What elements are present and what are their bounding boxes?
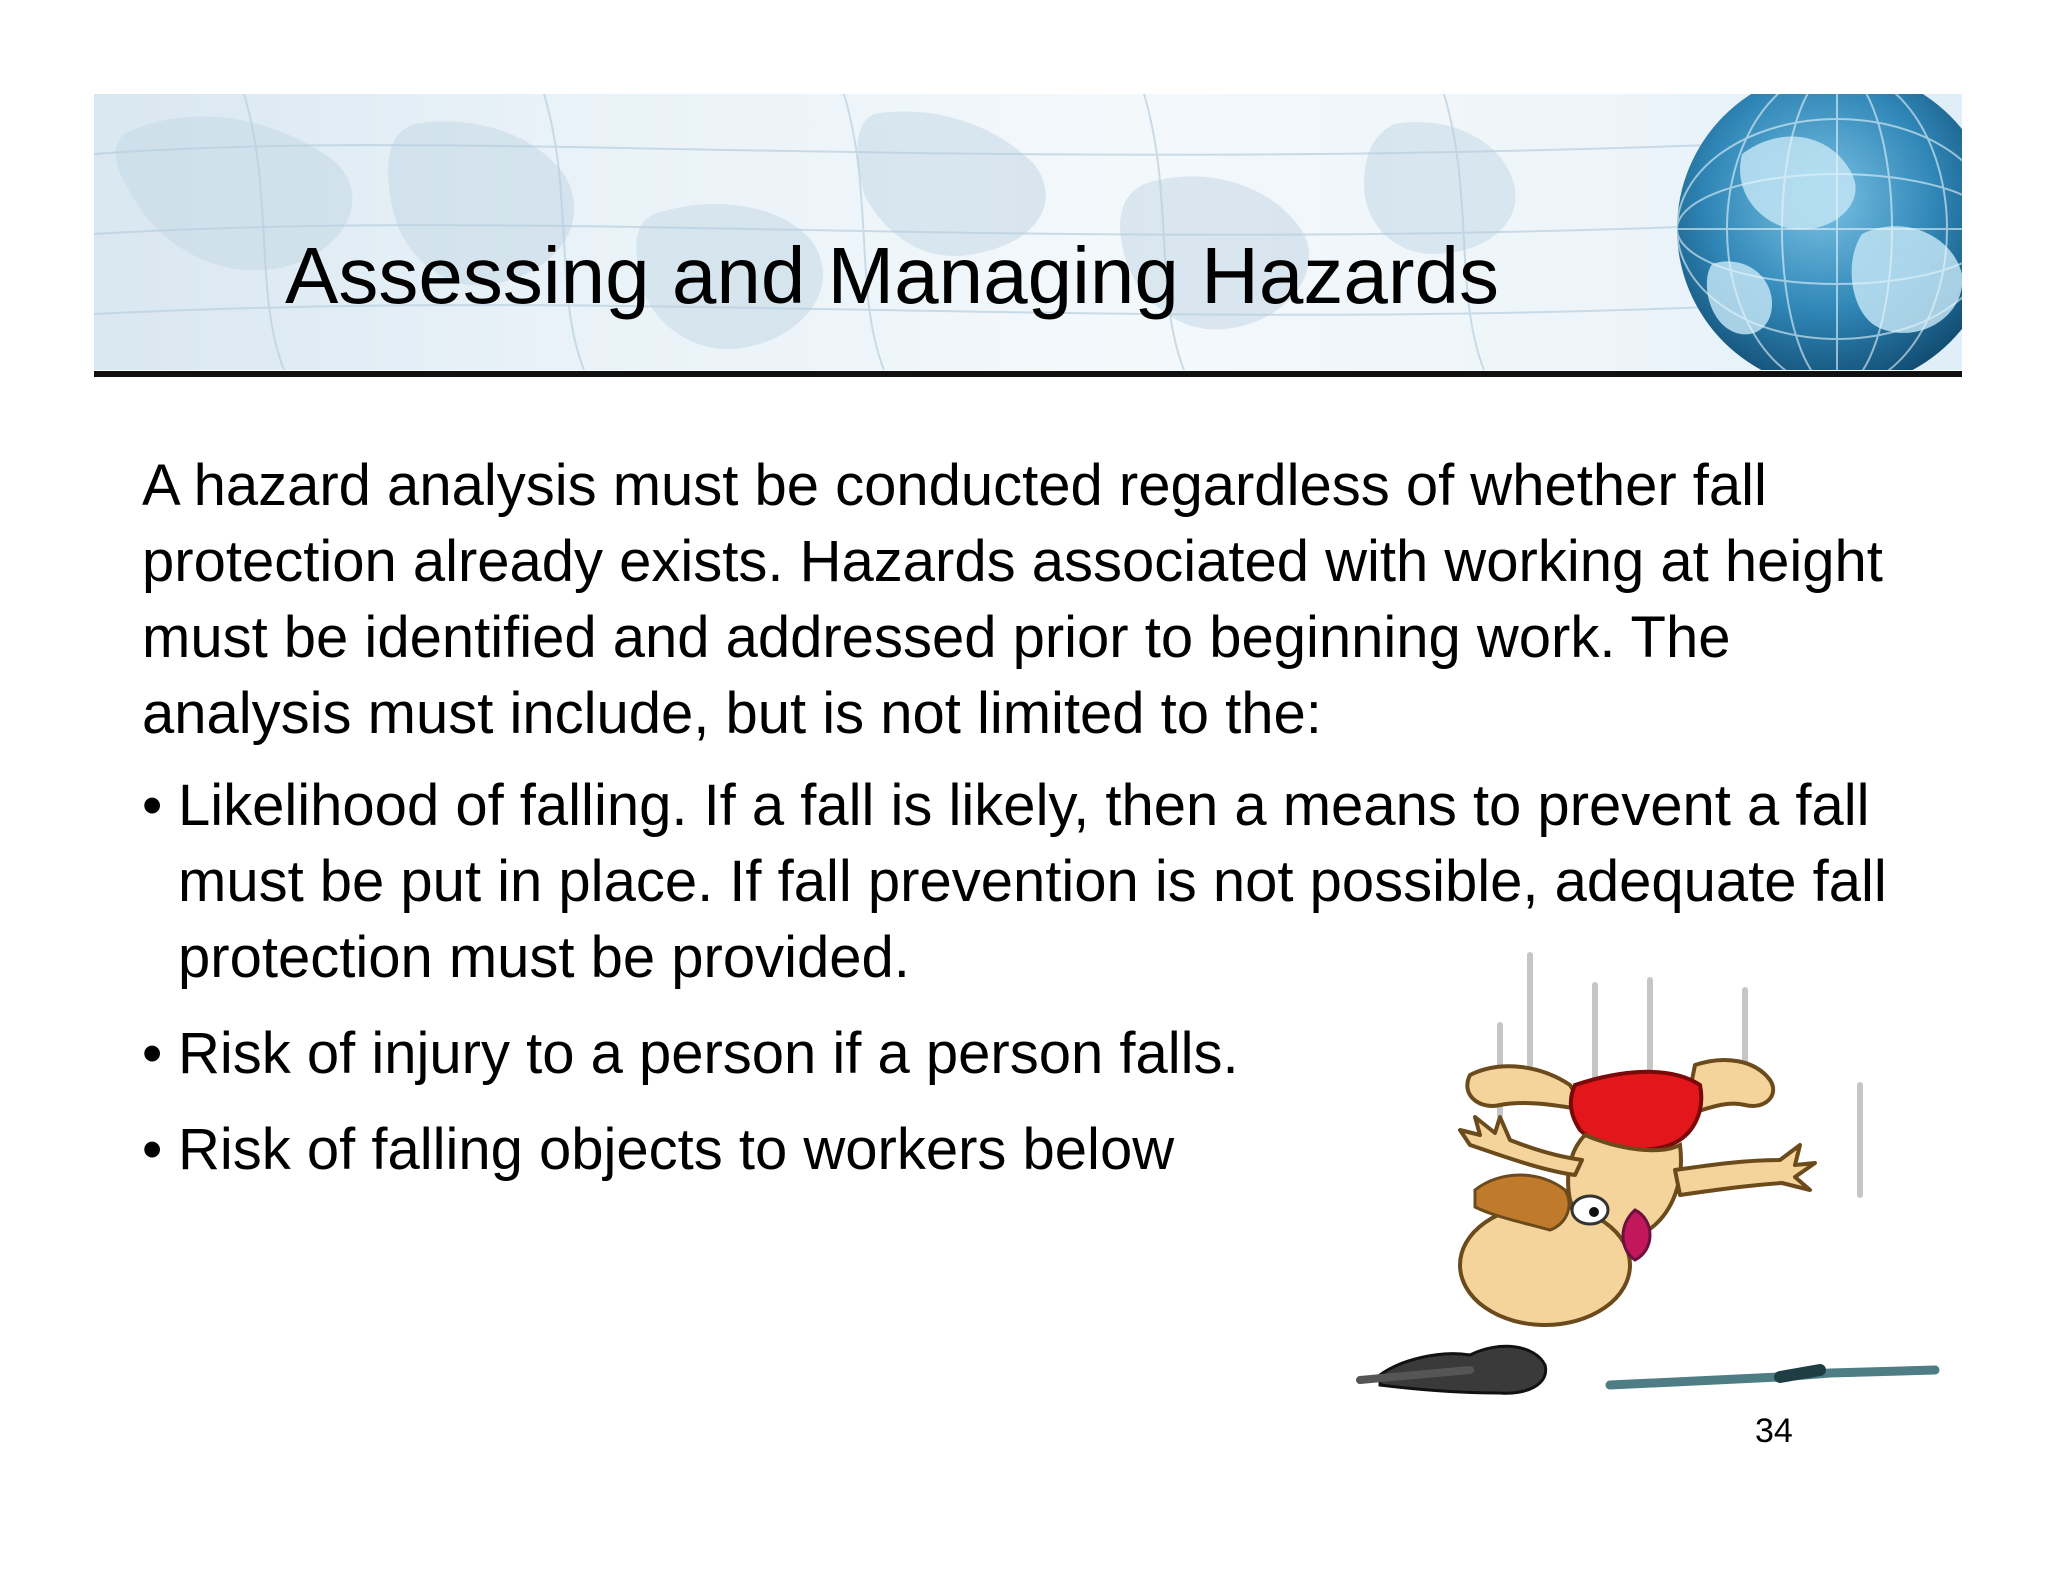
- bullet-marker: •: [142, 773, 163, 838]
- globe-icon: [1672, 94, 1962, 370]
- slide-title: Assessing and Managing Hazards: [285, 231, 1500, 320]
- bullet-item: [142, 1016, 1378, 1092]
- bullet-text: Likelihood of falling. If a fall is likely, then a means to prevent a fall must be put in place. If fall prevention is not possible, adequate fall protection must be provided.: [178, 773, 1887, 990]
- bullet-marker: •: [142, 1021, 163, 1086]
- bullet-marker: •: [142, 1117, 163, 1182]
- bullet-text: Risk of falling objects to workers below: [178, 1117, 1175, 1182]
- title-divider: [94, 371, 1962, 377]
- page-number: 34: [1755, 1412, 1793, 1450]
- bullet-text: Risk of injury to a person if a person falls.: [178, 1021, 1239, 1086]
- bullet-item: [142, 1112, 1378, 1188]
- intro-paragraph: A hazard analysis must be conducted regardless of whether fall protection already exists. Hazards associated with working at height must be identified and addressed prior to beginning work. The analysis must include, but is not limited to the:: [142, 453, 1883, 746]
- falling-worker-clipart: [1350, 945, 1940, 1405]
